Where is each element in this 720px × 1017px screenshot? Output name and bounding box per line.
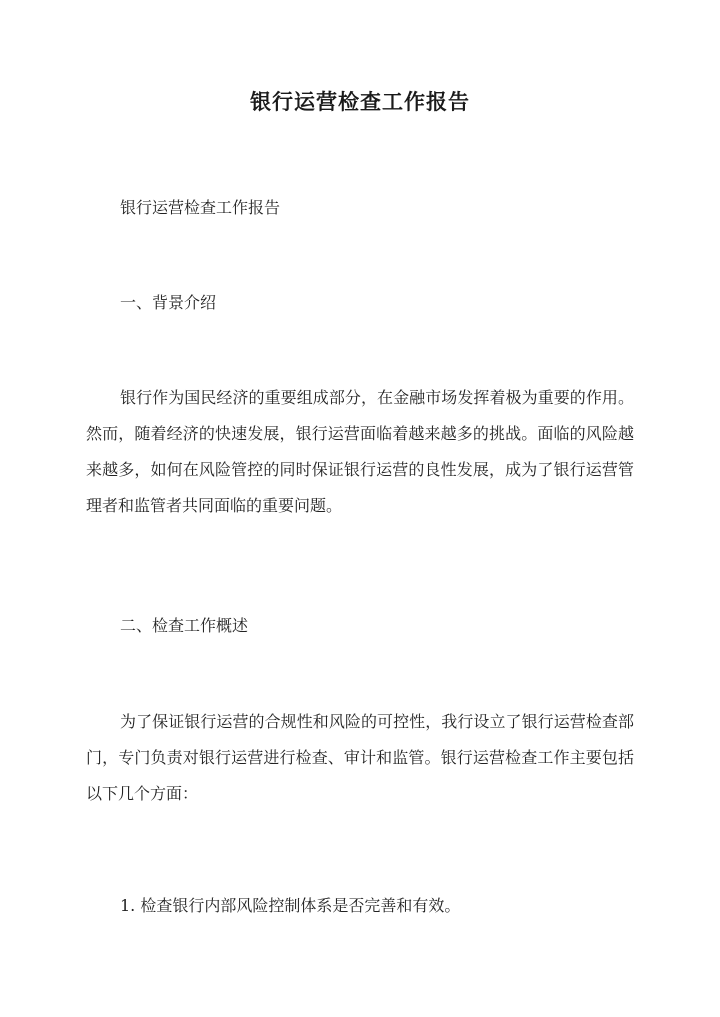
document-subtitle: 银行运营检查工作报告 bbox=[120, 198, 281, 217]
list-item: 1. 检查银行内部风险控制体系是否完善和有效。 bbox=[120, 896, 461, 915]
document-title: 银行运营检查工作报告 bbox=[250, 89, 470, 114]
section-heading-overview: 二、检查工作概述 bbox=[120, 616, 249, 635]
section-body-overview: 为了保证银行运营的合规性和风险的可控性，我行设立了银行运营检查部门，专门负责对银行运营进行检查、审计和监管。银行运营检查工作主要包括以下几个方面： bbox=[86, 712, 634, 803]
section-heading-background: 一、背景介绍 bbox=[120, 293, 217, 312]
section-body-background: 银行作为国民经济的重要组成部分，在金融市场发挥着极为重要的作用。然而，随着经济的快速发展，银行运营面临着越来越多的挑战。面临的风险越来越多，如何在风险管控的同时保证银行运营的良性发展，成为了银行运营管理者和监管者共同面临的重要问题。 bbox=[86, 388, 634, 515]
